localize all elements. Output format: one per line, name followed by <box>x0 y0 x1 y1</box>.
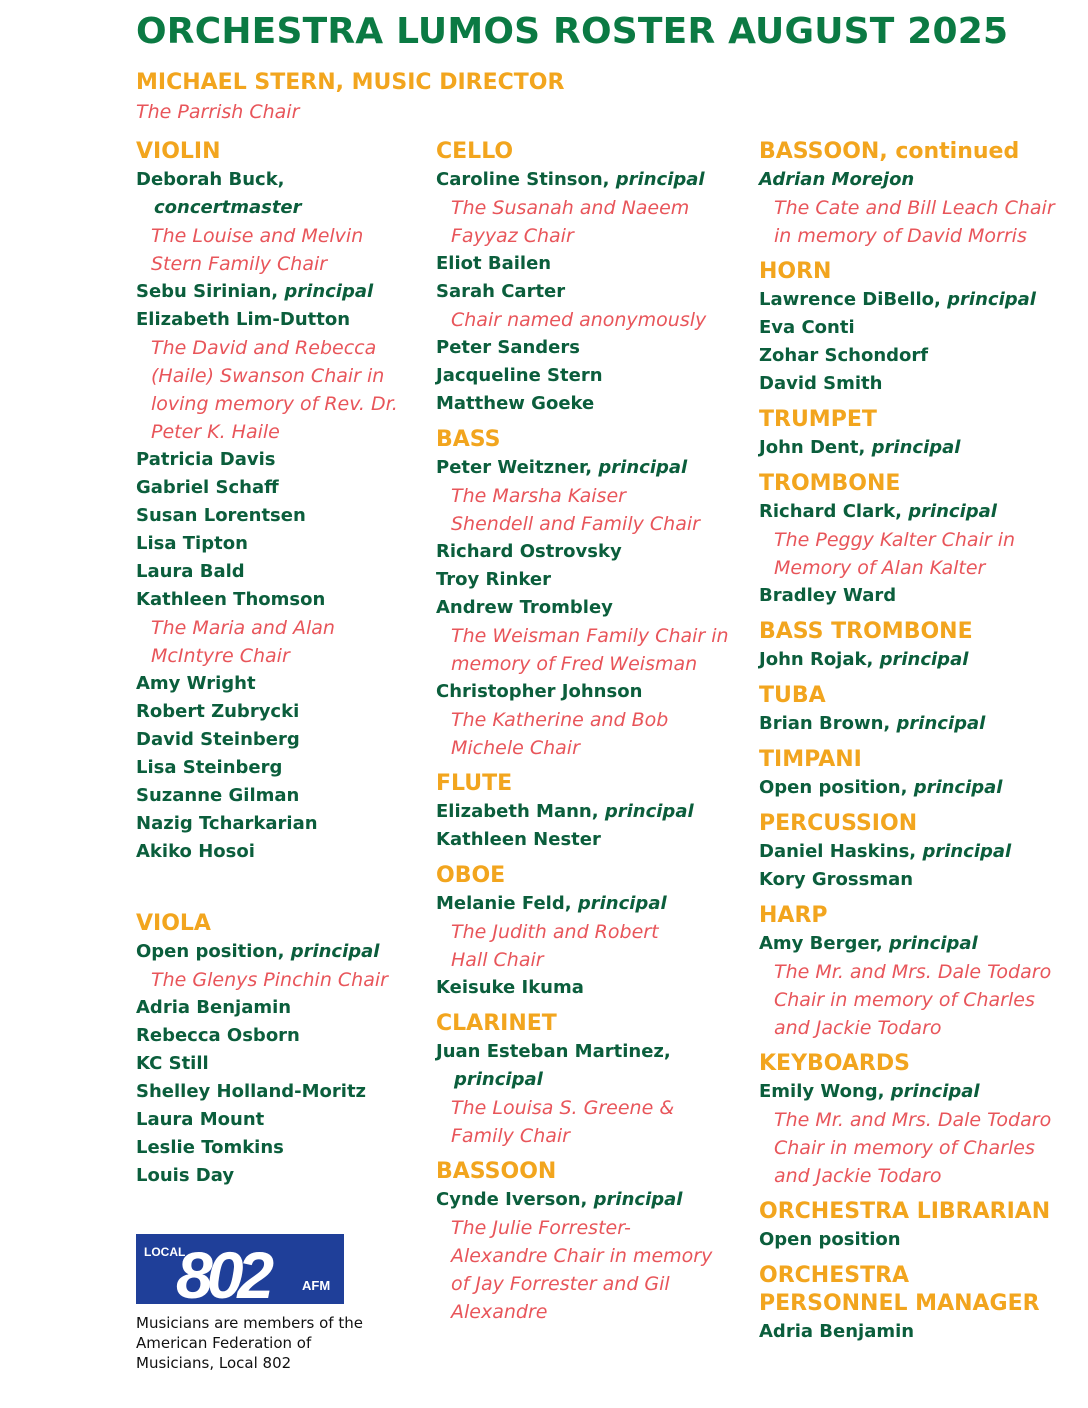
section-heading: TROMBONE <box>759 471 901 496</box>
member-role: principal <box>290 941 380 962</box>
member-role: principal <box>615 169 705 190</box>
member-name: Cynde Iverson, <box>436 1189 588 1210</box>
roster-section <box>436 1010 751 1150</box>
member-entry <box>436 454 751 482</box>
member-entry <box>759 370 1079 398</box>
roster-section <box>759 1262 1079 1346</box>
member-name: David Steinberg <box>136 729 300 750</box>
member-entry <box>136 306 426 334</box>
member-entry <box>436 890 751 918</box>
member-entry <box>436 1038 751 1094</box>
member-name: Emily Wong, <box>759 1081 885 1102</box>
section-heading: ORCHESTRA LIBRARIAN <box>759 1199 1051 1224</box>
chair-dedication: The Glenys Pinchin Chair <box>151 969 388 991</box>
section-heading: CELLO <box>436 139 514 164</box>
member-entry <box>136 586 426 614</box>
member-entry <box>436 566 751 594</box>
chair-dedication: The David and Rebecca (Haile) Swanson Chair in loving memory of Rev. Dr. Peter K. Haile <box>151 337 398 443</box>
member-role: concertmaster <box>154 197 302 218</box>
roster-section <box>759 1198 1079 1254</box>
roster-section <box>759 746 1079 802</box>
member-name: Zohar Schondorf <box>759 345 929 366</box>
roster-section <box>759 1050 1079 1190</box>
section-heading: FLUTE <box>436 771 513 796</box>
member-entry <box>759 866 1079 894</box>
section-heading: TIMPANI <box>759 747 862 772</box>
member-entry <box>136 726 426 754</box>
member-entry <box>759 930 1079 958</box>
section-heading: BASS TROMBONE <box>759 619 973 644</box>
chair-dedication: The Susanah and Naeem Fayyaz Chair <box>451 197 690 247</box>
member-name: KC Still <box>136 1053 209 1074</box>
member-entry <box>436 166 751 194</box>
member-name: Rebecca Osborn <box>136 1025 300 1046</box>
music-director-chair: The Parrish Chair <box>136 101 300 123</box>
member-entry <box>136 994 426 1022</box>
member-name: Bradley Ward <box>759 585 897 606</box>
member-name: Suzanne Gilman <box>136 785 300 806</box>
member-entry <box>436 594 751 622</box>
member-name: Open position, <box>759 777 908 798</box>
member-name: Laura Mount <box>136 1109 265 1130</box>
chair-dedication: The Mr. and Mrs. Dale Todaro Chair in memory of Charles and Jackie Todaro <box>774 961 1052 1039</box>
member-name: Eva Conti <box>759 317 855 338</box>
member-role: principal <box>454 1069 543 1090</box>
member-entry <box>136 558 426 586</box>
union-footnote: Musicians are members of the American Federation of Musicians, Local 802 <box>136 1314 363 1372</box>
member-name: Kory Grossman <box>759 869 914 890</box>
member-entry <box>136 1022 426 1050</box>
member-name: Laura Bald <box>136 561 245 582</box>
roster-column-2 <box>436 138 751 1334</box>
member-entry <box>759 838 1079 866</box>
member-entry <box>136 754 426 782</box>
member-entry <box>436 798 751 826</box>
member-role: principal <box>888 933 978 954</box>
chair-dedication: The Maria and Alan McIntyre Chair <box>151 617 335 667</box>
member-entry <box>136 1134 426 1162</box>
member-name: Matthew Goeke <box>436 393 595 414</box>
member-entry <box>759 434 1079 462</box>
page-title: ORCHESTRA LUMOS ROSTER AUGUST 2025 <box>136 11 1009 52</box>
member-role: principal <box>284 281 374 302</box>
chair-dedication: The Louisa S. Greene & Family Chair <box>451 1097 675 1147</box>
member-name: Adria Benjamin <box>136 997 292 1018</box>
member-entry <box>136 670 426 698</box>
member-name: John Dent, <box>759 437 866 458</box>
member-name: Shelley Holland-Moritz <box>136 1081 367 1102</box>
member-entry <box>436 334 751 362</box>
member-role: principal <box>922 841 1012 862</box>
member-entry <box>759 342 1079 370</box>
section-heading: OBOE <box>436 863 506 888</box>
section-heading: PERCUSSION <box>759 811 918 836</box>
roster-section <box>436 770 751 854</box>
member-name: Sebu Sirinian, <box>136 281 279 302</box>
member-role: principal <box>908 501 997 522</box>
member-name: Troy Rinker <box>436 569 551 590</box>
member-name: Lisa Steinberg <box>136 757 283 778</box>
member-name: Adria Benjamin <box>759 1321 915 1342</box>
section-heading: HARP <box>759 903 828 928</box>
section-heading: VIOLIN <box>136 139 221 164</box>
member-name: Akiko Hosoi <box>136 841 255 862</box>
member-name: Open position, <box>136 941 285 962</box>
member-entry <box>136 838 426 866</box>
member-entry <box>136 938 426 966</box>
logo-afm-text: AFM <box>302 1278 331 1293</box>
logo-number-text: 802 <box>176 1238 269 1304</box>
member-entry <box>136 446 426 474</box>
section-heading: CLARINET <box>436 1011 557 1036</box>
member-entry <box>136 698 426 726</box>
member-name: Juan Esteban Martinez, <box>436 1041 671 1062</box>
member-entry <box>436 390 751 418</box>
member-name: Nazig Tcharkarian <box>136 813 318 834</box>
roster-section <box>436 138 751 418</box>
roster-section <box>136 138 426 866</box>
member-name: Louis Day <box>136 1165 235 1186</box>
member-name: Robert Zubrycki <box>136 701 300 722</box>
member-entry <box>136 1050 426 1078</box>
member-entry <box>759 286 1079 314</box>
local-802-afm-logo <box>136 1234 344 1304</box>
chair-dedication: The Louise and Melvin Stern Family Chair <box>151 225 364 275</box>
member-name: Peter Sanders <box>436 337 580 358</box>
member-name: Daniel Haskins, <box>759 841 917 862</box>
member-name: John Rojak, <box>759 649 874 670</box>
member-name: Christopher Johnson <box>436 681 643 702</box>
member-role: principal <box>947 289 1036 310</box>
member-name: Sarah Carter <box>436 281 566 302</box>
chair-dedication: Chair named anonymously <box>451 309 707 331</box>
member-name: Open position <box>759 1229 901 1250</box>
member-entry <box>136 782 426 810</box>
member-name: Patricia Davis <box>136 449 276 470</box>
member-entry <box>136 1078 426 1106</box>
member-entry <box>759 314 1079 342</box>
member-entry <box>759 1078 1079 1106</box>
chair-dedication: The Katherine and Bob Michele Chair <box>451 709 669 759</box>
member-name: Eliot Bailen <box>436 253 552 274</box>
member-role: principal <box>890 1081 980 1102</box>
member-name: Kathleen Nester <box>436 829 601 850</box>
member-entry <box>136 278 426 306</box>
chair-dedication: The Julie Forrester- Alexandre Chair in memory of Jay Forrester and Gil Alexandre <box>451 1217 713 1323</box>
local-802-logo-graphic <box>136 1234 344 1304</box>
member-entry <box>136 530 426 558</box>
member-role: principal <box>598 457 688 478</box>
section-heading: BASS <box>436 427 501 452</box>
member-name: Kathleen Thomson <box>136 589 326 610</box>
member-entry <box>436 1186 751 1214</box>
member-name: Melanie Feld, <box>436 893 572 914</box>
member-name: Amy Wright <box>136 673 256 694</box>
member-role: principal <box>871 437 961 458</box>
member-entry <box>759 1318 1079 1346</box>
section-heading: BASSOON, continued <box>759 139 1020 164</box>
member-name: Lisa Tipton <box>136 533 248 554</box>
chair-dedication: The Cate and Bill Leach Chair in memory of David Morris <box>774 197 1055 247</box>
member-entry <box>136 1162 426 1190</box>
member-entry <box>436 538 751 566</box>
member-name: Lawrence DiBello, <box>759 289 941 310</box>
member-name: Peter Weitzner, <box>436 457 593 478</box>
logo-local-text: LOCAL <box>144 1245 186 1259</box>
member-entry <box>759 774 1079 802</box>
member-name: David Smith <box>759 373 883 394</box>
member-role: principal <box>593 1189 683 1210</box>
roster-section <box>759 470 1079 610</box>
member-entry <box>136 810 426 838</box>
section-heading: ORCHESTRA PERSONNEL MANAGER <box>759 1263 1040 1316</box>
chair-dedication: The Marsha Kaiser Shendell and Family Chair <box>451 485 700 535</box>
roster-column-3 <box>759 138 1079 1354</box>
member-name: Deborah Buck, <box>136 169 285 190</box>
roster-section <box>759 682 1079 738</box>
roster-section <box>759 902 1079 1042</box>
section-heading: KEYBOARDS <box>759 1051 910 1076</box>
member-name: Keisuke Ikuma <box>436 977 584 998</box>
member-entry <box>136 1106 426 1134</box>
roster-section <box>759 138 1079 250</box>
member-entry <box>436 250 751 278</box>
member-entry <box>436 678 751 706</box>
roster-section <box>436 1158 751 1326</box>
member-entry <box>759 166 1079 194</box>
member-entry <box>759 582 1079 610</box>
chair-dedication: The Weisman Family Chair in memory of Fred Weisman <box>451 625 729 675</box>
member-name: Andrew Trombley <box>436 597 613 618</box>
chair-dedication: The Judith and Robert Hall Chair <box>451 921 659 971</box>
section-heading: TUBA <box>759 683 826 708</box>
member-entry <box>759 646 1079 674</box>
section-heading: BASSOON <box>436 1159 557 1184</box>
member-entry <box>759 1226 1079 1254</box>
member-entry <box>436 826 751 854</box>
member-name: Amy Berger, <box>759 933 883 954</box>
member-name: Richard Ostrovsky <box>436 541 622 562</box>
member-role: principal <box>913 777 1003 798</box>
member-role: principal <box>604 801 694 822</box>
member-entry <box>436 362 751 390</box>
member-role: principal <box>577 893 667 914</box>
roster-section <box>759 618 1079 674</box>
member-name: Leslie Tomkins <box>136 1137 284 1158</box>
member-entry <box>136 166 426 222</box>
roster-section <box>436 862 751 1002</box>
roster-section <box>136 910 426 1190</box>
member-name: Richard Clark, <box>759 501 902 522</box>
section-heading: VIOLA <box>136 911 211 936</box>
roster-section <box>759 406 1079 462</box>
member-name: Gabriel Schaff <box>136 477 279 498</box>
member-name: Elizabeth Lim-Dutton <box>136 309 351 330</box>
member-entry <box>436 278 751 306</box>
member-role: principal <box>896 713 986 734</box>
chair-dedication: The Peggy Kalter Chair in Memory of Alan Kalter <box>774 529 1016 579</box>
member-name: Susan Lorentsen <box>136 505 306 526</box>
member-entry <box>436 974 751 1002</box>
member-role: principal <box>879 649 969 670</box>
roster-section <box>436 426 751 762</box>
roster-column-1 <box>136 138 426 1198</box>
roster-section <box>759 810 1079 894</box>
member-entry <box>136 502 426 530</box>
member-name: Brian Brown, <box>759 713 891 734</box>
member-name: Jacqueline Stern <box>436 365 603 386</box>
roster-section <box>759 258 1079 398</box>
member-entry <box>136 474 426 502</box>
chair-dedication: The Mr. and Mrs. Dale Todaro Chair in memory of Charles and Jackie Todaro <box>774 1109 1052 1187</box>
member-name: Elizabeth Mann, <box>436 801 599 822</box>
section-heading: TRUMPET <box>759 407 877 432</box>
member-entry <box>759 498 1079 526</box>
music-director: MICHAEL STERN, MUSIC DIRECTOR <box>136 70 565 95</box>
member-name: Caroline Stinson, <box>436 169 610 190</box>
member-entry <box>759 710 1079 738</box>
section-heading: HORN <box>759 259 832 284</box>
member-name: Adrian Morejon <box>759 169 915 190</box>
